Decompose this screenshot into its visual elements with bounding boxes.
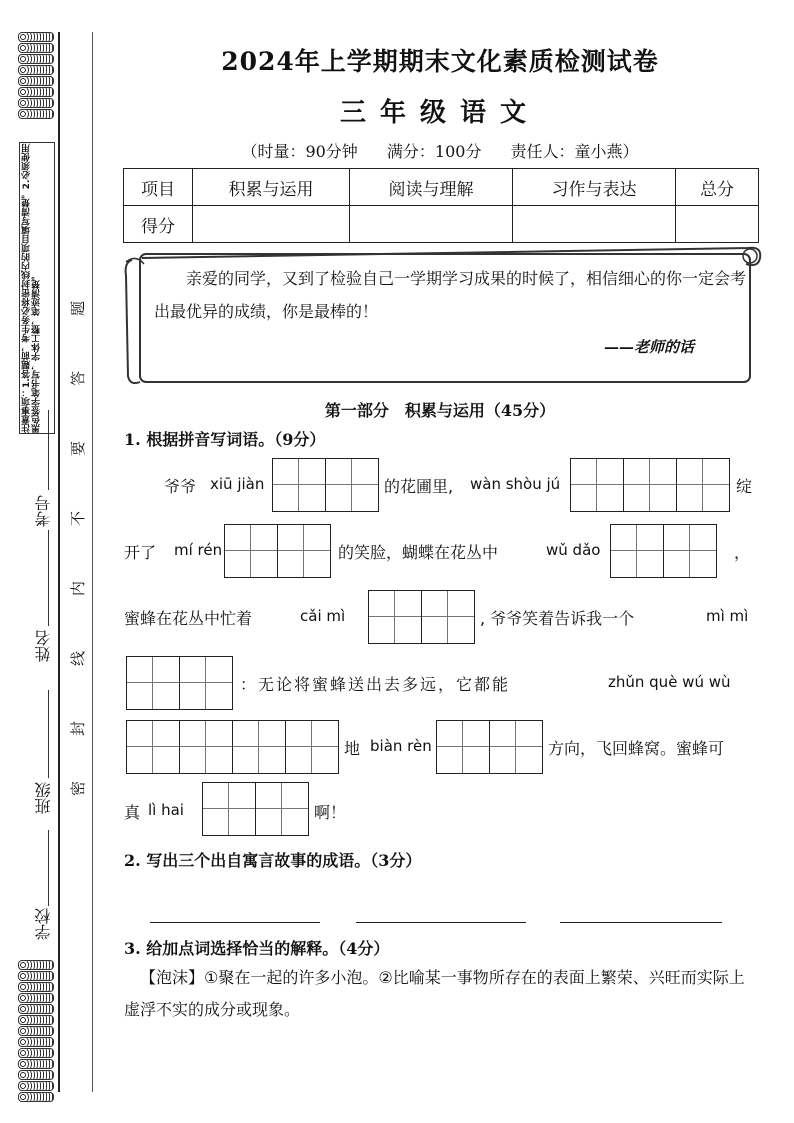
tian-grid-xiujian[interactable] bbox=[272, 458, 379, 512]
name-line[interactable] bbox=[48, 530, 49, 626]
q1-pinyin: wǔ dǎo bbox=[546, 541, 601, 559]
score-header: 项目 bbox=[124, 169, 193, 206]
q3-title: 3. 给加点词选择恰当的解释。（4分） bbox=[124, 939, 390, 958]
q1-pinyin: cǎi mì bbox=[300, 607, 346, 625]
teacher-signature: ——老师的话 bbox=[603, 338, 694, 356]
exam-meta bbox=[130, 139, 750, 162]
q1-pinyin: zhǔn què wú wù bbox=[608, 673, 731, 691]
score-header: 阅读与理解 bbox=[350, 169, 513, 206]
binding-line-inner bbox=[92, 32, 93, 1092]
tian-grid-caimi[interactable] bbox=[368, 590, 475, 644]
school-line[interactable] bbox=[48, 830, 49, 906]
class-line[interactable] bbox=[48, 690, 49, 778]
tian-grid-wudao[interactable] bbox=[610, 524, 717, 578]
score-table bbox=[123, 168, 759, 243]
q1-pinyin: lì hai bbox=[148, 801, 184, 819]
exam-title: 2024年上学期期末文化素质检测试卷 bbox=[221, 47, 659, 76]
q1-text: ：无论将蜜蜂送出去多远，它都能 bbox=[240, 675, 511, 694]
notice-box bbox=[19, 142, 55, 434]
notice-text: 注意事项：1.答题前，考生务必将密封线内的项目填写清楚。2.必须使用黑色签字笔书写，字体工整，笔迹清楚。 bbox=[22, 143, 42, 433]
score-cell[interactable] bbox=[350, 206, 513, 243]
tian-grid-bianren[interactable] bbox=[436, 720, 543, 774]
q1-text: 啊！ bbox=[314, 803, 347, 822]
tian-grid-wanshouju[interactable] bbox=[570, 458, 730, 512]
field-name: 姓名 bbox=[34, 630, 53, 662]
q1-text: 蜜蜂在花丛中忙着 bbox=[124, 609, 253, 628]
q2-answer-line[interactable] bbox=[150, 922, 320, 923]
tian-grid-lihai[interactable] bbox=[202, 782, 309, 836]
q3-definition: 【泡沫】①聚在一起的许多小泡。②比喻某一事物所存在的表面上繁荣、兴旺而实际上虚浮不实的成分或现象。 bbox=[124, 968, 745, 1019]
tian-grid-miren[interactable] bbox=[224, 524, 331, 578]
exam-time: （时量：90分钟 bbox=[241, 142, 358, 161]
score-table-row bbox=[124, 206, 759, 243]
tian-grid-mimi[interactable] bbox=[126, 656, 233, 710]
q1-pinyin: mí rén bbox=[174, 541, 223, 559]
seal-char: 题 bbox=[69, 300, 88, 317]
field-school: 学校 bbox=[34, 908, 53, 940]
q1-text: 开了 bbox=[124, 543, 157, 562]
score-cell[interactable] bbox=[676, 206, 759, 243]
seal-char: 封 bbox=[69, 720, 88, 737]
punch-holes-bottom bbox=[18, 960, 54, 1103]
score-cell[interactable] bbox=[513, 206, 676, 243]
field-class: 班级 bbox=[34, 782, 53, 814]
q1-title: 1. 根据拼音写词语。（9分） bbox=[124, 430, 326, 449]
seal-char: 答 bbox=[69, 370, 88, 387]
q1-text: 的笑脸，蝴蝶在花丛中 bbox=[338, 543, 499, 562]
q1-text: 的花圃里, bbox=[384, 477, 454, 496]
seal-char: 不 bbox=[69, 510, 88, 527]
q2-title: 2. 写出三个出自寓言故事的成语。（3分） bbox=[124, 851, 422, 870]
q1-text: 地 bbox=[344, 739, 361, 758]
q1-text: 方向，飞回蜂窝。蜜蜂可 bbox=[548, 739, 725, 758]
seal-char: 内 bbox=[69, 580, 88, 597]
field-exam-number: 考号 bbox=[34, 495, 53, 527]
score-table-header-row bbox=[124, 169, 759, 206]
q1-text: , 爷爷笑着告诉我一个 bbox=[480, 609, 635, 628]
q1-pinyin: biàn rèn bbox=[370, 737, 432, 755]
exam-full-score: 满分：100分 bbox=[386, 142, 482, 161]
score-cell[interactable] bbox=[193, 206, 350, 243]
q1-text: 绽 bbox=[736, 477, 753, 496]
seal-char: 线 bbox=[69, 650, 88, 667]
score-header: 习作与表达 bbox=[513, 169, 676, 206]
q2-answer-line[interactable] bbox=[356, 922, 526, 923]
q1-text: ， bbox=[734, 543, 751, 562]
binding-line-outer bbox=[58, 32, 60, 1092]
exam-number-line[interactable] bbox=[48, 410, 49, 490]
q1-pinyin: wàn shòu jú bbox=[470, 475, 561, 493]
score-header: 总分 bbox=[676, 169, 759, 206]
teacher-message: 亲爱的同学，又到了检验自己一学期学习成果的时候了，相信细心的你一定会考出最优异的成绩，你是最棒的！ bbox=[154, 269, 747, 321]
q1-text: 真 bbox=[124, 803, 141, 822]
exam-responsible: 责任人：童小燕） bbox=[510, 142, 639, 161]
punch-holes-top bbox=[18, 32, 54, 120]
q1-text: 爷爷 bbox=[164, 477, 197, 496]
q1-pinyin: xiū jiàn bbox=[210, 475, 265, 493]
exam-subtitle: 三年级语文 bbox=[339, 98, 540, 128]
q1-pinyin: mì mì bbox=[706, 607, 749, 625]
q2-answer-line[interactable] bbox=[560, 922, 722, 923]
part-one-heading: 第一部分 积累与运用（45分） bbox=[324, 401, 556, 420]
score-row-label: 得分 bbox=[124, 206, 193, 243]
seal-char: 要 bbox=[69, 440, 88, 457]
seal-char: 密 bbox=[69, 780, 88, 797]
tian-grid-zhunquewuwu[interactable] bbox=[126, 720, 339, 774]
score-header: 积累与运用 bbox=[193, 169, 350, 206]
